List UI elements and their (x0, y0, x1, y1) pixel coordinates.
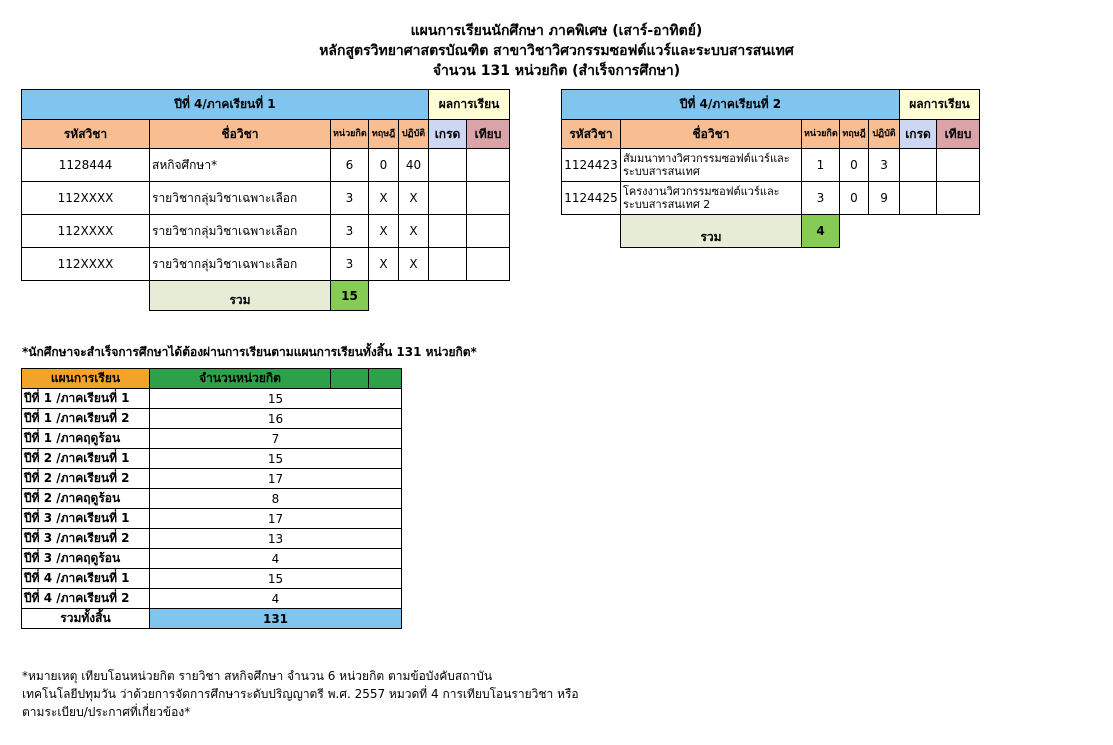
col-grade-header: เกรด (429, 120, 467, 149)
plan-term: ปีที่ 2 /ภาคเรียนที่ 2 (22, 469, 150, 489)
table-row (22, 489, 402, 509)
plan-credits: 17 (150, 469, 402, 489)
table-row (22, 389, 402, 409)
semester1-result-header: ผลการเรียน (429, 90, 510, 120)
semester2-table (561, 89, 980, 248)
semester2-header: ปีที่ 4/ภาคเรียนที่ 2 (562, 90, 900, 120)
course-code: 1128444 (22, 149, 150, 182)
course-credit: 1 (802, 149, 840, 182)
plan-term: ปีที่ 1 /ภาคเรียนที่ 1 (22, 389, 150, 409)
page-title-line1: แผนการเรียนนักศึกษา ภาคพิเศษ (เสาร์-อาทิตย์) (410, 23, 703, 39)
table-row (22, 429, 402, 449)
col-code-header: รหัสวิชา (22, 120, 150, 149)
graduation-note: *นักศึกษาจะสำเร็จการศึกษาได้ต้องผ่านการเรียนตามแผนการเรียนทั้งสิ้น 131 หน่วยกิต* (22, 345, 477, 359)
grade-cell (429, 215, 467, 248)
col-name-header: ชื่อวิชา (150, 120, 331, 149)
plan-term: ปีที่ 3 /ภาคเรียนที่ 2 (22, 529, 150, 549)
semester2-result-header: ผลการเรียน (900, 90, 980, 120)
course-name: สัมมนาทางวิศวกรรมซอฟต์แวร์และระบบสารสนเทศ (621, 149, 802, 182)
transfer-cell (467, 248, 510, 281)
table-row (22, 182, 510, 215)
semester1-total: 15 (331, 281, 369, 311)
course-theory: X (369, 215, 399, 248)
plan-total: 131 (150, 609, 402, 629)
grade-cell (429, 149, 467, 182)
table-row (562, 182, 980, 215)
course-name: รายวิชากลุ่มวิชาเฉพาะเลือก (150, 248, 331, 281)
plan-term: ปีที่ 2 /ภาคฤดูร้อน (22, 489, 150, 509)
plan-credits: 4 (150, 549, 402, 569)
course-practice: 3 (869, 149, 900, 182)
plan-term: ปีที่ 2 /ภาคเรียนที่ 1 (22, 449, 150, 469)
plan-term: ปีที่ 1 /ภาคฤดูร้อน (22, 429, 150, 449)
plan-summary-table (21, 368, 402, 629)
course-code: 1124423 (562, 149, 621, 182)
page-title-line3: จำนวน 131 หน่วยกิต (สำเร็จการศึกษา) (432, 63, 681, 79)
table-row (22, 549, 402, 569)
col-credit-header: หน่วยกิต (331, 120, 369, 149)
plan-credits: 15 (150, 389, 402, 409)
table-row (22, 589, 402, 609)
plan-total-label: รวมทั้งสิ้น (22, 609, 150, 629)
col-credits-header: จำนวนหน่วยกิต (150, 369, 331, 389)
plan-credits: 17 (150, 509, 402, 529)
transfer-cell (467, 149, 510, 182)
col-plan-header: แผนการเรียน (22, 369, 150, 389)
course-code: 112XXXX (22, 248, 150, 281)
col-credit-header: หน่วยกิต (802, 120, 840, 149)
course-name: รายวิชากลุ่มวิชาเฉพาะเลือก (150, 215, 331, 248)
course-code: 1124425 (562, 182, 621, 215)
col-code-header: รหัสวิชา (562, 120, 621, 149)
grade-cell (900, 149, 937, 182)
semester1-total-label: รวม (150, 281, 331, 311)
col-grade-header: เกรด (900, 120, 937, 149)
course-practice: 40 (399, 149, 429, 182)
col-transfer-header: เทียบ (467, 120, 510, 149)
table-row (22, 215, 510, 248)
plan-term: ปีที่ 4 /ภาคเรียนที่ 1 (22, 569, 150, 589)
course-theory: 0 (840, 182, 869, 215)
course-code: 112XXXX (22, 182, 150, 215)
table-row (22, 248, 510, 281)
semester1-header: ปีที่ 4/ภาคเรียนที่ 1 (22, 90, 429, 120)
plan-credits: 13 (150, 529, 402, 549)
semester1-table (21, 89, 510, 311)
page-title-line2: หลักสูตรวิทยาศาสตรบัณฑิต สาขาวิชาวิศวกรรมซอฟต์แวร์และระบบสารสนเทศ (319, 43, 794, 59)
course-practice: 9 (869, 182, 900, 215)
plan-credits: 7 (150, 429, 402, 449)
course-name: สหกิจศึกษา* (150, 149, 331, 182)
course-name: รายวิชากลุ่มวิชาเฉพาะเลือก (150, 182, 331, 215)
grade-cell (429, 248, 467, 281)
footnote-line1: *หมายเหตุ เทียบโอนหน่วยกิต รายวิชา สหกิจศึกษา จำนวน 6 หน่วยกิต ตามข้อบังคับสถาบัน (22, 669, 493, 683)
table-row (22, 409, 402, 429)
transfer-cell (467, 182, 510, 215)
course-credit: 3 (331, 248, 369, 281)
semester2-total: 4 (802, 215, 840, 248)
transfer-cell (467, 215, 510, 248)
course-credit: 3 (802, 182, 840, 215)
table-row (22, 509, 402, 529)
course-practice: X (399, 215, 429, 248)
course-theory: 0 (369, 149, 399, 182)
table-row (22, 529, 402, 549)
grade-cell (900, 182, 937, 215)
plan-term: ปีที่ 3 /ภาคเรียนที่ 1 (22, 509, 150, 529)
plan-credits: 8 (150, 489, 402, 509)
col-theory-header: ทฤษฎี (369, 120, 399, 149)
semester2-total-label: รวม (621, 215, 802, 248)
table-row (562, 149, 980, 182)
grade-cell (429, 182, 467, 215)
plan-term: ปีที่ 1 /ภาคเรียนที่ 2 (22, 409, 150, 429)
course-code: 112XXXX (22, 215, 150, 248)
plan-credits: 4 (150, 589, 402, 609)
plan-term: ปีที่ 4 /ภาคเรียนที่ 2 (22, 589, 150, 609)
course-theory: X (369, 182, 399, 215)
course-practice: X (399, 248, 429, 281)
transfer-cell (937, 182, 980, 215)
table-row (22, 149, 510, 182)
course-theory: X (369, 248, 399, 281)
col-transfer-header: เทียบ (937, 120, 980, 149)
footnote-line2: เทคโนโลยีปทุมวัน ว่าด้วยการจัดการศึกษาระดับปริญญาตรี พ.ศ. 2557 หมวดที่ 4 การเทียบโอนรายวิชา หรือ (22, 687, 579, 701)
col-name-header: ชื่อวิชา (621, 120, 802, 149)
footnote-line3: ตามระเบียบ/ประกาศที่เกี่ยวข้อง* (22, 705, 191, 719)
transfer-cell (937, 149, 980, 182)
table-row (22, 569, 402, 589)
course-credit: 6 (331, 149, 369, 182)
plan-credits: 16 (150, 409, 402, 429)
course-credit: 3 (331, 215, 369, 248)
course-name: โครงงานวิศวกรรมซอฟต์แวร์และระบบสารสนเทศ 2 (621, 182, 802, 215)
plan-term: ปีที่ 3 /ภาคฤดูร้อน (22, 549, 150, 569)
col-practice-header: ปฏิบัติ (869, 120, 900, 149)
course-credit: 3 (331, 182, 369, 215)
table-row (22, 449, 402, 469)
course-theory: 0 (840, 149, 869, 182)
col-theory-header: ทฤษฎี (840, 120, 869, 149)
col-practice-header: ปฏิบัติ (399, 120, 429, 149)
table-row (22, 469, 402, 489)
plan-credits: 15 (150, 449, 402, 469)
plan-credits: 15 (150, 569, 402, 589)
course-practice: X (399, 182, 429, 215)
